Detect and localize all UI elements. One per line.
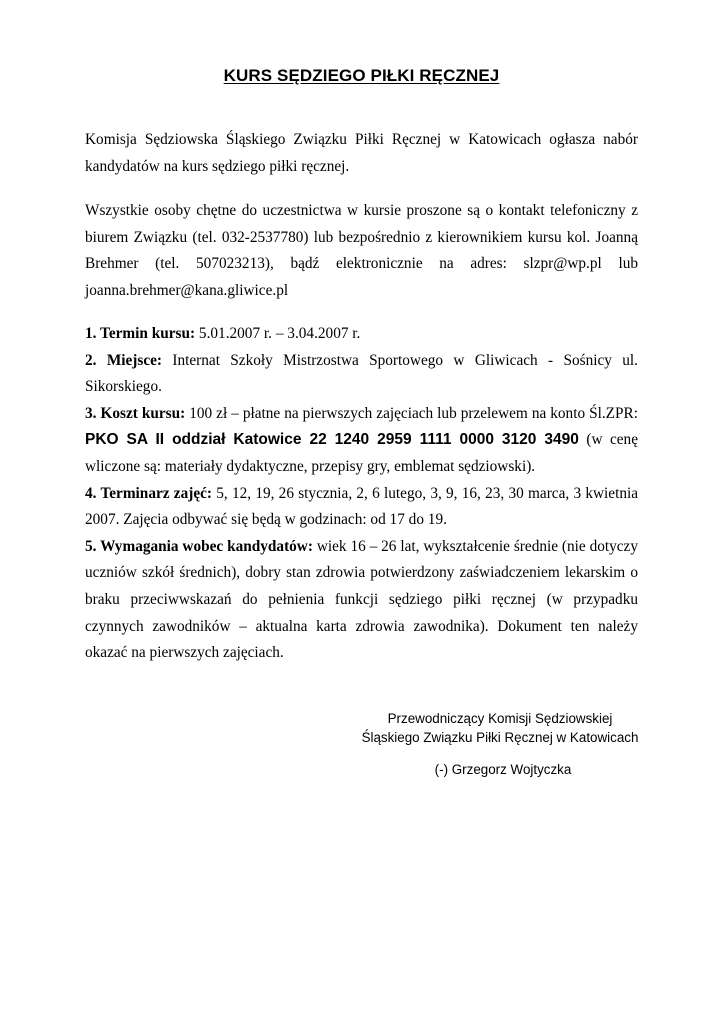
signature-organization: Śląskiego Związku Piłki Ręcznej w Katowicach (361, 730, 639, 745)
bank-account: PKO SA II oddział Katowice 22 1240 2959 1111 0000 3120 3490 (85, 431, 579, 449)
intro-paragraph: Komisja Sędziowska Śląskiego Związku Piłki Ręcznej w Katowicach ogłasza nabór kandydatów na kurs sędziego piłki ręcznej. (85, 131, 638, 175)
contact-paragraph: Wszystkie osoby chętne do uczestnictwa w kursie proszone są o kontakt telefoniczny z biurem Związku (tel. 032-2537780) lub bezpośrednio z kierownikiem kursu kol. Joanną Brehmer (tel. 507023213), bądź elektronicznie na adres: slzpr@wp.pl lub joanna.brehmer@kana.gliwice.pl (85, 202, 638, 299)
document-title: KURS SĘDZIEGO PIŁKI RĘCZNEJ (223, 66, 500, 85)
requirements-item (85, 534, 638, 667)
signature-role: Przewodniczący Komisji Sędziowskiej (387, 711, 613, 726)
requirements-text: wiek 16 – 26 lat, wykształcenie średnie (nie dotyczy uczniów szkół średnich), dobry stan zdrowia potwierdzony zaświadczeniem lekarskim o braku przeciwwskazań do pełnienia funkcji sędziego piłki ręcznej (w przypadku czynnych zawodników – aktualna karta zdrowia zawodnika). Dokument ten należy okazać na pierwszych zajęciach. (85, 537, 638, 662)
term-label: 1. Termin kursu: (85, 325, 196, 342)
place-item (85, 348, 638, 401)
schedule-text: 5, 12, 19, 26 stycznia, 2, 6 lutego, 3, 9, 16, 23, 30 marca, 3 kwietnia 2007. Zajęcia odbywać się będą w godzinach: od 17 do 19. (85, 484, 639, 529)
schedule-label: 4. Terminarz zajęć: (85, 484, 212, 502)
place-text: Internat Szkoły Mistrzostwa Sportowego w Gliwicach - Sośnicy ul. Sikorskiego. (85, 351, 638, 396)
cost-text: 100 zł – płatne na pierwszych zajęciach lub przelewem na konto Śl.ZPR: (185, 404, 638, 422)
cost-item (85, 401, 638, 481)
term-item (85, 321, 638, 348)
signature-name: (-) Grzegorz Wojtyczka (434, 762, 572, 777)
cost-label: 3. Koszt kursu: (85, 404, 186, 422)
requirements-label: 5. Wymagania wobec kandydatów: (85, 537, 313, 555)
term-text: 5.01.2007 r. – 3.04.2007 r. (195, 325, 361, 342)
schedule-item (85, 481, 638, 534)
cost-note: (w cenę wliczone są: materiały dydaktyczne, przepisy gry, emblemat sędziowski). (85, 431, 638, 475)
place-label: 2. Miejsce: (85, 351, 163, 369)
course-details (85, 321, 638, 667)
